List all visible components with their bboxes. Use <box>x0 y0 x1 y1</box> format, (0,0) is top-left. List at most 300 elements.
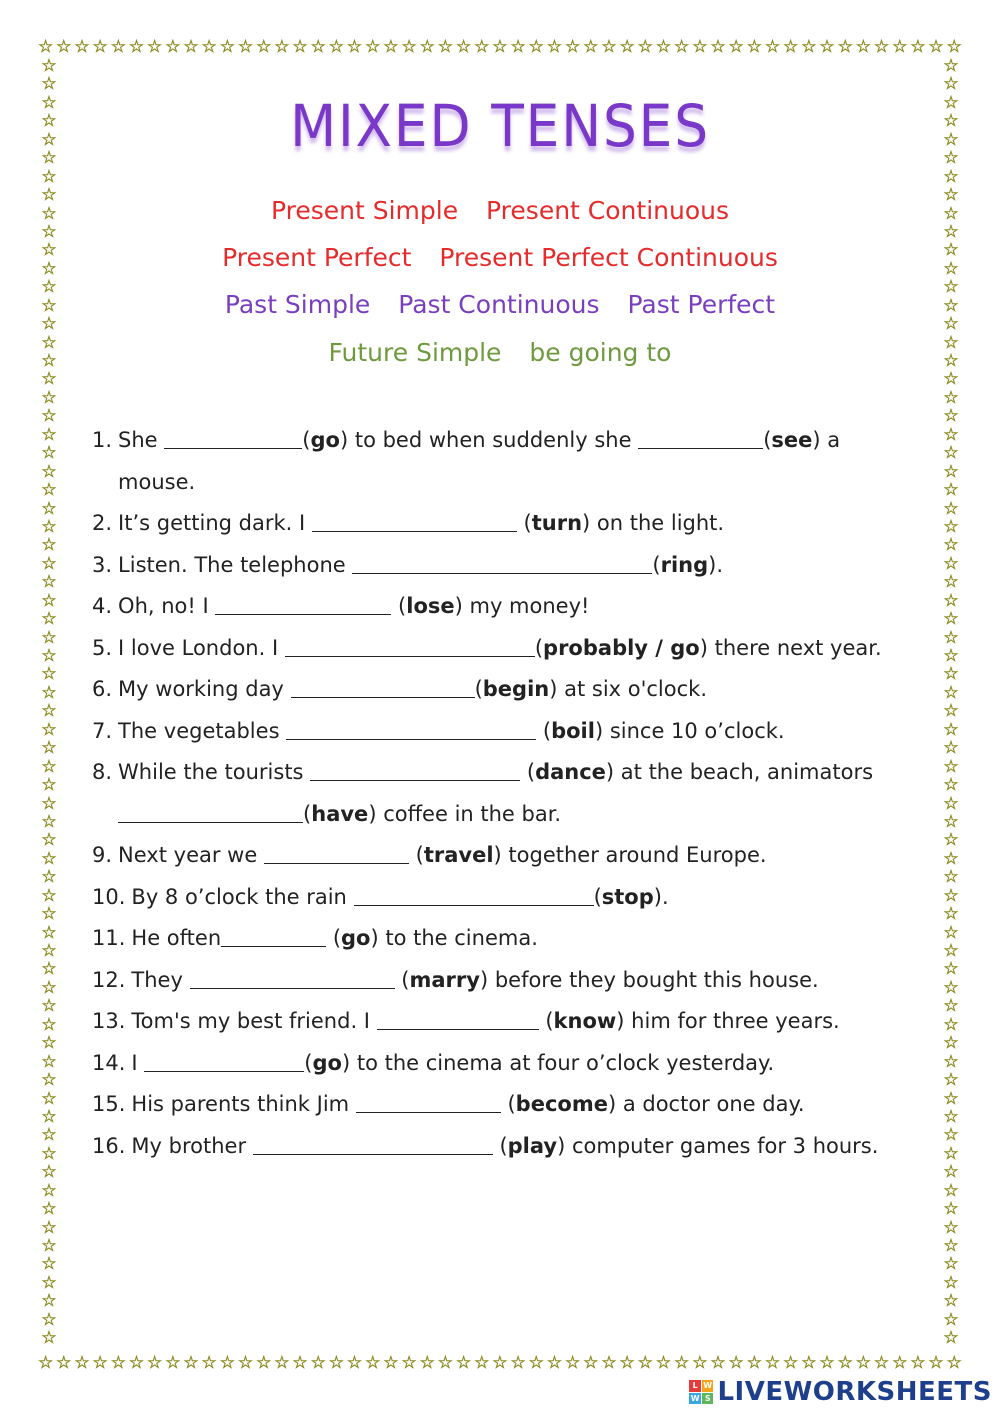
star-icon: ☆ <box>92 1352 108 1373</box>
item-number: 7. <box>92 718 113 743</box>
star-icon: ☆ <box>943 480 959 501</box>
star-icon: ☆ <box>943 682 959 703</box>
star-icon: ☆ <box>41 258 57 279</box>
star-icon: ☆ <box>943 885 959 906</box>
star-icon: ☆ <box>256 36 272 57</box>
star-border-bottom <box>38 1352 962 1374</box>
star-icon: ☆ <box>819 1352 835 1373</box>
star-icon: ☆ <box>873 36 890 57</box>
star-icon: ☆ <box>619 1352 635 1373</box>
star-icon: ☆ <box>943 627 959 648</box>
star-icon: ☆ <box>492 36 508 57</box>
star-icon: ☆ <box>41 590 57 611</box>
item-text: I <box>131 1050 138 1075</box>
star-icon: ☆ <box>943 185 959 206</box>
star-icon: ☆ <box>165 36 181 57</box>
star-icon: ☆ <box>41 1088 57 1109</box>
star-icon: ☆ <box>41 1254 57 1275</box>
star-icon: ☆ <box>855 1352 871 1373</box>
star-icon: ☆ <box>41 664 57 685</box>
star-icon: ☆ <box>41 1272 57 1293</box>
base-verb: probably / go <box>543 635 700 660</box>
answer-blank[interactable] <box>264 843 409 864</box>
star-icon: ☆ <box>328 1352 344 1373</box>
tense-line-3 <box>0 290 1000 319</box>
logo-letter: S <box>702 1393 714 1405</box>
exercise-item: 16. My brother (play) computer games for 3 hours. <box>92 1126 902 1168</box>
star-icon: ☆ <box>583 1352 599 1373</box>
star-icon: ☆ <box>943 129 959 150</box>
star-icon: ☆ <box>41 535 57 556</box>
star-icon: ☆ <box>219 36 235 57</box>
star-icon: ☆ <box>41 295 57 316</box>
star-icon: ☆ <box>710 36 726 57</box>
item-text: on the light. <box>596 511 725 535</box>
star-icon: ☆ <box>365 36 381 57</box>
star-icon: ☆ <box>943 1106 959 1127</box>
star-icon: ☆ <box>943 1162 959 1183</box>
star-icon: ☆ <box>38 36 54 57</box>
exercise-item: 4. Oh, no! I (lose) my money! <box>92 586 902 628</box>
answer-blank[interactable] <box>377 1009 539 1030</box>
star-icon: ☆ <box>41 627 57 648</box>
answer-blank[interactable] <box>352 553 652 574</box>
star-icon: ☆ <box>41 443 57 464</box>
star-icon: ☆ <box>674 1352 690 1373</box>
star-icon: ☆ <box>310 36 326 57</box>
star-icon: ☆ <box>41 904 57 925</box>
brand-name: LIVEWORKSHEETS <box>717 1377 992 1407</box>
item-text: my money! <box>469 594 590 618</box>
item-text: a doctor one day. <box>622 1092 805 1116</box>
star-icon: ☆ <box>41 1033 57 1054</box>
exercise-item: 9. Next year we (travel) together around Europe. <box>92 835 902 877</box>
star-icon: ☆ <box>41 1199 57 1220</box>
star-icon: ☆ <box>401 36 417 57</box>
star-icon: ☆ <box>41 1217 57 1238</box>
star-icon: ☆ <box>183 1352 199 1373</box>
star-icon: ☆ <box>41 74 57 95</box>
star-icon: ☆ <box>943 793 959 814</box>
star-icon: ☆ <box>128 36 145 57</box>
star-icon: ☆ <box>943 203 959 224</box>
star-icon: ☆ <box>455 36 472 57</box>
item-text: . <box>661 884 669 909</box>
star-icon: ☆ <box>41 572 57 593</box>
star-icon: ☆ <box>746 36 762 57</box>
star-icon: ☆ <box>943 535 959 556</box>
star-icon: ☆ <box>943 461 959 482</box>
star-icon: ☆ <box>41 203 57 224</box>
star-icon: ☆ <box>943 996 959 1017</box>
item-text: . <box>716 552 724 577</box>
star-icon: ☆ <box>201 1352 217 1373</box>
item-text: computer games for 3 hours. <box>571 1133 879 1158</box>
star-icon: ☆ <box>128 1352 145 1373</box>
item-text: They <box>131 967 183 992</box>
item-text: The vegetables <box>118 718 280 743</box>
star-icon: ☆ <box>528 1352 544 1373</box>
star-icon: ☆ <box>41 719 57 740</box>
star-icon: ☆ <box>41 830 57 851</box>
star-icon: ☆ <box>219 1352 235 1373</box>
star-icon: ☆ <box>943 941 959 961</box>
star-icon: ☆ <box>41 166 57 187</box>
answer-blank[interactable] <box>164 428 302 449</box>
star-icon: ☆ <box>41 424 57 445</box>
tense-label: be going to <box>529 338 672 367</box>
liveworksheets-logo[interactable] <box>689 1377 992 1407</box>
star-icon: ☆ <box>619 36 635 57</box>
item-number: 13. <box>92 1009 126 1033</box>
item-text: since 10 o’clock. <box>609 718 785 743</box>
star-icon: ☆ <box>41 941 57 961</box>
exercise-item: 8. While the tourists (dance) at the beach, animators (have) coffee in the bar. <box>92 752 902 835</box>
star-icon: ☆ <box>41 185 57 206</box>
star-icon: ☆ <box>674 36 690 57</box>
tense-label: Present Perfect Continuous <box>439 243 778 272</box>
star-icon: ☆ <box>601 1352 617 1373</box>
item-text: to bed when suddenly she <box>354 428 632 452</box>
star-icon: ☆ <box>943 221 959 242</box>
star-icon: ☆ <box>274 1352 290 1373</box>
star-icon: ☆ <box>943 498 959 519</box>
tense-line-2 <box>0 240 1000 272</box>
star-icon: ☆ <box>328 36 344 57</box>
star-icon: ☆ <box>943 387 959 408</box>
star-icon: ☆ <box>943 406 959 427</box>
star-icon: ☆ <box>41 92 57 113</box>
tense-label: Present Simple <box>270 196 459 225</box>
star-icon: ☆ <box>41 387 57 408</box>
star-icon: ☆ <box>943 1254 959 1275</box>
star-icon: ☆ <box>41 351 57 371</box>
star-icon: ☆ <box>365 1352 381 1373</box>
star-icon: ☆ <box>41 1291 57 1312</box>
star-icon: ☆ <box>92 36 108 57</box>
star-icon: ☆ <box>892 1352 908 1373</box>
star-icon: ☆ <box>292 1352 308 1373</box>
star-icon: ☆ <box>943 646 959 666</box>
star-icon: ☆ <box>943 74 959 95</box>
star-icon: ☆ <box>728 1352 744 1373</box>
star-icon: ☆ <box>943 904 959 925</box>
star-icon: ☆ <box>41 332 57 353</box>
star-icon: ☆ <box>346 1352 363 1373</box>
star-icon: ☆ <box>41 885 57 906</box>
base-verb: lose <box>406 594 455 618</box>
star-icon: ☆ <box>943 830 959 851</box>
star-icon: ☆ <box>492 1352 508 1373</box>
star-icon: ☆ <box>455 1352 472 1373</box>
star-icon: ☆ <box>41 811 57 832</box>
star-icon: ☆ <box>946 1352 962 1373</box>
star-icon: ☆ <box>56 36 72 57</box>
star-icon: ☆ <box>943 424 959 445</box>
star-icon: ☆ <box>41 738 57 759</box>
star-icon: ☆ <box>437 1352 454 1373</box>
star-icon: ☆ <box>837 1352 853 1373</box>
exercise-item: 2. It’s getting dark. I (turn) on the light. <box>92 503 902 545</box>
star-icon: ☆ <box>474 1352 490 1373</box>
star-icon: ☆ <box>41 553 57 574</box>
base-verb: ring <box>660 552 709 577</box>
answer-blank[interactable] <box>354 885 594 906</box>
star-icon: ☆ <box>943 111 959 132</box>
tense-label: Past Perfect <box>627 290 776 319</box>
star-icon: ☆ <box>943 56 959 76</box>
star-icon: ☆ <box>41 369 57 390</box>
star-icon: ☆ <box>41 867 57 888</box>
star-icon: ☆ <box>710 1352 726 1373</box>
item-number: 12. <box>92 967 126 992</box>
base-verb: begin <box>482 677 550 701</box>
exercise-item: 5. I love London. I (probably / go) there next year. <box>92 628 902 670</box>
star-icon: ☆ <box>41 498 57 519</box>
star-icon: ☆ <box>943 572 959 593</box>
item-text: My brother <box>131 1133 247 1158</box>
star-icon: ☆ <box>655 36 672 57</box>
answer-blank[interactable] <box>190 968 395 989</box>
item-text: at six o'clock. <box>564 677 707 701</box>
item-text: there next year. <box>714 635 882 660</box>
star-icon: ☆ <box>41 277 57 298</box>
star-icon: ☆ <box>583 36 599 57</box>
base-verb: go <box>341 926 371 950</box>
exercise-item: 12. They (marry) before they bought this house. <box>92 960 902 1002</box>
star-icon: ☆ <box>943 756 959 777</box>
star-icon: ☆ <box>943 848 959 869</box>
star-icon: ☆ <box>943 922 959 943</box>
answer-blank[interactable] <box>291 677 475 698</box>
item-number: 8. <box>92 760 113 784</box>
item-number: 14. <box>92 1050 126 1075</box>
answer-blank[interactable] <box>356 1092 501 1113</box>
item-text: Next year we <box>118 843 258 867</box>
item-number: 10. <box>92 884 126 909</box>
page-title: MIXED TENSES <box>290 92 710 160</box>
star-icon: ☆ <box>274 36 290 57</box>
logo-letter: W <box>690 1393 700 1403</box>
item-number: 16. <box>92 1133 126 1158</box>
tense-label: Future Simple <box>328 338 502 367</box>
star-icon: ☆ <box>41 682 57 703</box>
star-icon: ☆ <box>764 36 781 57</box>
base-verb: dance <box>535 760 606 784</box>
star-icon: ☆ <box>74 36 90 57</box>
star-icon: ☆ <box>419 1352 435 1373</box>
star-icon: ☆ <box>943 609 959 630</box>
item-text: It’s getting dark. I <box>118 511 306 535</box>
star-icon: ☆ <box>346 36 363 57</box>
star-icon: ☆ <box>655 1352 672 1373</box>
star-icon: ☆ <box>943 1051 959 1072</box>
base-verb: play <box>507 1133 558 1158</box>
star-icon: ☆ <box>41 848 57 869</box>
star-icon: ☆ <box>746 1352 762 1373</box>
star-icon: ☆ <box>41 775 57 796</box>
tense-label: Present Continuous <box>486 196 729 225</box>
star-icon: ☆ <box>41 148 57 169</box>
star-icon: ☆ <box>147 1352 163 1373</box>
item-text: Oh, no! I <box>118 594 209 618</box>
star-icon: ☆ <box>943 1125 959 1146</box>
base-verb: see <box>771 428 813 452</box>
answer-blank[interactable] <box>312 511 517 532</box>
star-icon: ☆ <box>728 36 744 57</box>
star-icon: ☆ <box>41 480 57 501</box>
star-icon: ☆ <box>943 277 959 298</box>
star-icon: ☆ <box>910 1352 926 1373</box>
exercise-item: 15. His parents think Jim (become) a doctor one day. <box>92 1084 902 1126</box>
star-icon: ☆ <box>692 1352 708 1373</box>
star-icon: ☆ <box>943 553 959 574</box>
star-icon: ☆ <box>41 1309 57 1330</box>
star-icon: ☆ <box>943 867 959 888</box>
star-icon: ☆ <box>41 1143 57 1164</box>
star-icon: ☆ <box>165 1352 181 1373</box>
item-text: While the tourists <box>118 760 304 784</box>
star-icon: ☆ <box>41 221 57 242</box>
star-icon: ☆ <box>474 36 490 57</box>
star-icon: ☆ <box>943 738 959 759</box>
star-icon: ☆ <box>943 92 959 113</box>
star-icon: ☆ <box>41 977 57 998</box>
base-verb: know <box>553 1009 617 1033</box>
star-icon: ☆ <box>401 1352 417 1373</box>
star-icon: ☆ <box>943 240 959 261</box>
tense-label: Past Continuous <box>398 290 600 319</box>
star-icon: ☆ <box>147 36 163 57</box>
logo-icon <box>689 1380 713 1404</box>
answer-blank[interactable] <box>144 1051 304 1072</box>
star-icon: ☆ <box>564 36 581 57</box>
item-number: 5. <box>92 635 113 660</box>
star-icon: ☆ <box>764 1352 781 1373</box>
item-text: coffee in the bar. <box>383 801 562 826</box>
item-text: to the cinema. <box>385 926 538 950</box>
star-icon: ☆ <box>41 756 57 777</box>
item-text: at the beach, animators <box>620 760 874 784</box>
star-icon: ☆ <box>237 1352 254 1373</box>
star-icon: ☆ <box>943 332 959 353</box>
exercise-item: 6. My working day (begin) at six o'clock. <box>92 669 902 711</box>
star-icon: ☆ <box>41 959 57 980</box>
star-icon: ☆ <box>801 1352 817 1373</box>
star-icon: ☆ <box>943 1033 959 1054</box>
star-icon: ☆ <box>943 369 959 390</box>
star-border-top <box>38 36 962 58</box>
item-text: I love London. I <box>118 635 279 660</box>
star-icon: ☆ <box>41 240 57 261</box>
item-number: 2. <box>92 511 113 535</box>
star-icon: ☆ <box>943 1070 959 1091</box>
star-icon: ☆ <box>943 590 959 611</box>
star-icon: ☆ <box>41 1051 57 1072</box>
exercise-item: 13. Tom's my best friend. I (know) him for three years. <box>92 1001 902 1043</box>
base-verb: stop <box>601 884 654 909</box>
answer-blank[interactable] <box>638 428 763 449</box>
answer-blank[interactable] <box>253 1134 493 1155</box>
star-icon: ☆ <box>74 1352 90 1373</box>
answer-blank[interactable] <box>286 719 536 740</box>
star-icon: ☆ <box>783 36 799 57</box>
star-icon: ☆ <box>943 351 959 371</box>
exercise-item: 3. Listen. The telephone (ring). <box>92 545 902 587</box>
star-icon: ☆ <box>601 36 617 57</box>
star-icon: ☆ <box>292 36 308 57</box>
star-icon: ☆ <box>41 1125 57 1146</box>
star-icon: ☆ <box>928 1352 944 1373</box>
star-icon: ☆ <box>943 1143 959 1164</box>
exercise-item: 10. By 8 o’clock the rain (stop). <box>92 877 902 919</box>
star-icon: ☆ <box>56 1352 72 1373</box>
star-icon: ☆ <box>943 1328 959 1349</box>
star-icon: ☆ <box>41 516 57 537</box>
star-icon: ☆ <box>637 36 653 57</box>
star-icon: ☆ <box>110 1352 126 1373</box>
star-icon: ☆ <box>837 36 853 57</box>
star-icon: ☆ <box>943 258 959 279</box>
star-icon: ☆ <box>943 977 959 998</box>
star-icon: ☆ <box>41 461 57 482</box>
item-text: before they bought this house. <box>494 967 819 992</box>
answer-blank[interactable] <box>215 594 391 615</box>
item-number: 9. <box>92 843 113 867</box>
base-verb: have <box>311 801 369 826</box>
star-icon: ☆ <box>41 609 57 630</box>
base-verb: travel <box>423 843 494 867</box>
star-icon: ☆ <box>943 811 959 832</box>
star-icon: ☆ <box>510 1352 526 1373</box>
star-icon: ☆ <box>41 646 57 666</box>
item-text: to the cinema at four o’clock yesterday. <box>356 1050 775 1075</box>
star-icon: ☆ <box>943 959 959 980</box>
star-icon: ☆ <box>943 1180 959 1201</box>
star-icon: ☆ <box>38 1352 54 1373</box>
star-icon: ☆ <box>41 111 57 132</box>
item-text: a mouse. <box>118 428 841 494</box>
exercise-item: 1. She (go) to bed when suddenly she (see) a mouse. <box>92 420 902 503</box>
base-verb: turn <box>531 511 583 535</box>
exercise-item: 11. He often (go) to the cinema. <box>92 918 902 960</box>
item-text: His parents think Jim <box>131 1092 350 1116</box>
star-icon: ☆ <box>943 1014 959 1035</box>
star-icon: ☆ <box>546 1352 563 1373</box>
star-icon: ☆ <box>692 36 708 57</box>
exercise-item: 7. The vegetables (boil) since 10 o’clock. <box>92 711 902 753</box>
star-icon: ☆ <box>41 1328 57 1349</box>
star-icon: ☆ <box>41 129 57 150</box>
item-text: Listen. The telephone <box>118 552 346 577</box>
star-icon: ☆ <box>419 36 435 57</box>
star-icon: ☆ <box>41 1180 57 1201</box>
star-icon: ☆ <box>943 314 959 335</box>
answer-blank[interactable] <box>118 802 303 823</box>
star-icon: ☆ <box>943 443 959 464</box>
star-icon: ☆ <box>41 1014 57 1035</box>
star-icon: ☆ <box>801 36 817 57</box>
star-icon: ☆ <box>437 36 454 57</box>
logo-letter: W <box>703 1381 713 1390</box>
star-icon: ☆ <box>41 1106 57 1127</box>
answer-blank[interactable] <box>285 636 535 657</box>
answer-blank[interactable] <box>310 760 520 781</box>
answer-blank[interactable] <box>221 926 326 947</box>
star-icon: ☆ <box>383 1352 399 1373</box>
item-number: 3. <box>92 552 113 577</box>
star-icon: ☆ <box>41 1236 57 1256</box>
